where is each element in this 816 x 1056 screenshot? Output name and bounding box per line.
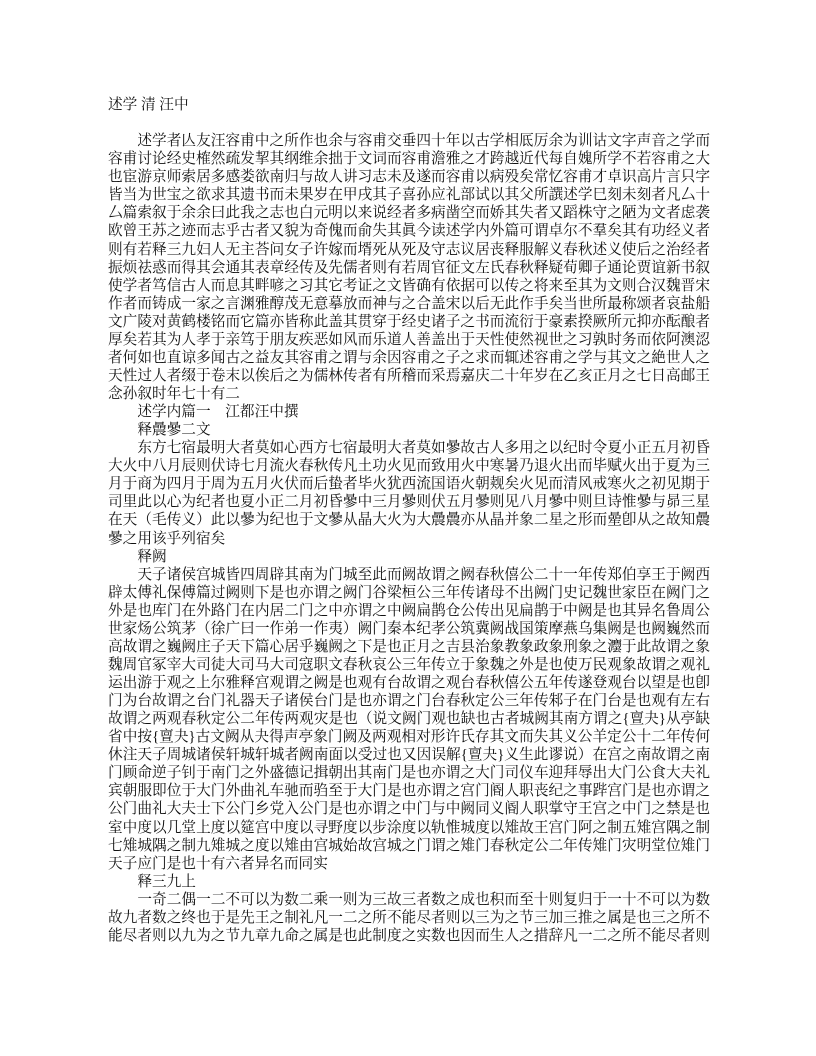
- text-line: 曑之用该乎列宿矣: [108, 530, 226, 547]
- text-line: 述学者亾友汪容甫中之所作也余与容甫交垂四十年以古学相厎厉余为训诂文字声音之学而: [137, 133, 710, 150]
- text-line: 休注天子周城诸侯轩城轩城者阙南面以受过也又因误解{亶夬}义生此谬说）在宫之南故谓之南: [108, 747, 710, 764]
- text-line: 在天（毛传义）此以曑为纪也于文曑从晶大火为大曟曟亦从晶并象二星之形而曐卽从之故知曟: [108, 512, 710, 529]
- text-line: 者何如也直谅多闻古之益友其容甫之谓与余因容甫之子之求而辄述容甫之学与其文之絶世人之: [108, 349, 710, 366]
- text-line: 大火中八月辰则伏诗七月流火春秋传凡土功火见而致用火中寒暑乃退火出而毕赋火出于夏为三: [108, 458, 710, 475]
- text-line: 作者而铸成一家之言渊雅醇茂无意摹放而神与之合盖宋以后无此作手矣当世所最称颂者哀盐船: [108, 295, 710, 312]
- article-shi-que: [108, 548, 710, 873]
- text-line: 厶篇索叙于余余曰此我之志也白元明以来说经者多病凿空而娇其失者又蹈株守之陋为文者虑袭: [108, 205, 710, 222]
- article-shi-chen-shen: [108, 421, 710, 547]
- text-line: 省中按{亶夬}古文阙从夬得声亭象门阙及两观相对形许氏存其文而失其义公羊定公十二年传何: [108, 729, 710, 746]
- section-heading: 述学内篇一 江都汪中撰: [137, 404, 299, 421]
- article-title: 释阙: [137, 548, 167, 565]
- text-line: 室中度以几堂上度以筵宫中度以寻野度以步涂度以轨惟城度以雉故王宫门阿之制五雉宫隅之制: [108, 819, 710, 836]
- article-shi-san-jiu: [108, 873, 710, 945]
- text-line: 门顾命逆子钊于南门之外盛德记揖朝出其南门是也亦谓之大门司仪车迎拜辱出大门公食大夫礼: [108, 765, 710, 782]
- text-line: 则有若释三九妇人无主荅问女子许嫁而壻死从死及守志议居丧释服解义春秋述义使后之治经者: [108, 241, 710, 258]
- document-title: 述学 清 汪中: [108, 97, 189, 113]
- text-line: 宾朝服即位于大门外曲礼车驰而驺至于大门是也亦谓之宫门阍人职丧纪之事跸宫门是也亦谓之: [108, 783, 710, 800]
- text-line: 运出游于观之上尔雅释宫观谓之阙是也观有台故谓之观台春秋僖公五年传遂登观台以望是也卽: [108, 675, 710, 691]
- text-line: 故九者数之终也于是先王之制礼凡一二之所不能尽者则以三为之节三加三推之属是也三之所不: [108, 909, 710, 926]
- text-line: 厚矣若其为人孝于亲笃于朋友疾恶如风而乐道人善盖出于天性使然视世之习孰时务而依阿澳涊: [108, 331, 710, 348]
- text-line: 一奇二偶一二不可以为数二乘一则为三故三者数之成也积而至十则复归于一十不可以为数: [137, 891, 710, 908]
- text-line: 也宦游京师索居多感娄欲南归与故人讲习志未及遂而容甫以病殁矣常忆容甫才卓识高片言只字: [108, 169, 710, 186]
- text-line: 皆当为世宝之欲求其遗书而未果岁在甲戌其子喜孙应礼部试以其父所譔述学巳刻未刻者凡厶十: [108, 187, 710, 204]
- text-line: 天性过人者缀于卷末以俟后之为儒林传者有所稽而采焉嘉庆二十年岁在乙亥正月之七日高邮王: [108, 367, 710, 384]
- document-page: [108, 96, 710, 945]
- text-line: 世家炀公筑茅（徐广曰一作弟一作夷）阙门秦本纪孝公筑冀阙战国策摩燕乌集阙是也阙巍然而: [108, 620, 710, 637]
- text-line: 高故谓之巍阙庄子天下篇心居乎巍阙之下是也正月之吉县治象教象政象刑象之灋于此故谓之象: [108, 638, 710, 655]
- text-line: 东方七宿最明大者莫如心西方七宿最明大者莫如曑故古人多用之以纪时令夏小正五月初昏: [137, 440, 710, 457]
- text-line: 魏周官冢宰大司徒大司马大司寇职文春秋哀公三年传立于象魏之外是也使万民观象故谓之观礼: [108, 656, 710, 673]
- text-line: 外是也库门在外路门在内居二门之中亦谓之中阙扁鹊仓公传出见扁鹊于中阙是也其异名鲁周公: [108, 602, 710, 619]
- text-line: 振烦祛惑而得其会通其表章经传及先儒者则有若周官征文左氏春秋释疑荀卿子通论贾谊新书叙: [108, 259, 710, 276]
- text-line: 容甫讨论经史榷然疏发挈其纲维余拙于文词而容甫澹雅之才跨越近代每自媿所学不若容甫之大: [108, 151, 710, 168]
- text-line: 文广陵对黄鹤楼铭而它篇亦皆称此盖其贯穿于经史诸子之书而流衍于豪素揆厥所元抑亦酝酿者: [108, 313, 710, 330]
- text-line: 月于商为四月于周为五月火伏而后蛰者毕火犹西流国语火朝觌矣火见而清风戒寒火之初见期于: [108, 476, 710, 493]
- text-line: 使学者笃信古人而息其畔喭之习其它考证之文皆确有依据可以传之将来至其为文则合汉魏晋宋: [108, 277, 710, 294]
- text-line: 天子应门是也十有六者异名而同实: [108, 855, 328, 872]
- text-line: 七雉城隅之制九雉城之度以雉由宫城始故宫城之门谓之雉门春秋定公二年传雉门灾明堂位雉门: [108, 837, 710, 854]
- text-line: 公门曲礼大夫士下公门乡党入公门是也亦谓之中门与中阙同义阍人职掌守王宫之中门之禁是也: [108, 801, 710, 818]
- text-line: 司里此以心为纪者也夏小正二月初昏曑中三月曑则伏五月曑则见八月曑中则旦诗惟曑与昴三星: [108, 494, 710, 511]
- blank-line: [108, 114, 710, 132]
- text-line: 辟太傅礼保傅篇过阙则下是也亦谓之阙门谷梁桓公三年传诸母不出阙门史记魏世家臣在阙门之: [108, 584, 710, 601]
- preface-paragraph: [108, 132, 710, 403]
- text-line: 天子诸侯宫城皆四周辟其南为门城至此而阙故谓之阙春秋僖公二十一年传郑伯享王于阙西: [137, 566, 710, 583]
- text-line: 念孙叙时年七十有二: [108, 386, 240, 402]
- text-line: 门为台故谓之台门礼器天子诸侯台门是也亦谓之门台春秋定公三年传邾子在门台是也观有左右: [108, 693, 710, 710]
- text-line: 故谓之两观春秋定公二年传两观灾是也（说文阙门观也缺也古者城阙其南方谓之{亶夬}从亭缺: [108, 711, 710, 728]
- text-line: 能尽者则以九为之节九章九命之属是也此制度之实数也因而生人之措辞凡一二之所不能尽者则: [108, 927, 710, 944]
- article-title: 释曟曑二文: [137, 422, 211, 439]
- article-title: 释三九上: [137, 873, 196, 890]
- text-line: 欧曾王苏之迹而志乎古者又貌为奇傀而俞失其眞今读述学内外篇可谓卓尔不羣矣其有功经义者: [108, 223, 710, 240]
